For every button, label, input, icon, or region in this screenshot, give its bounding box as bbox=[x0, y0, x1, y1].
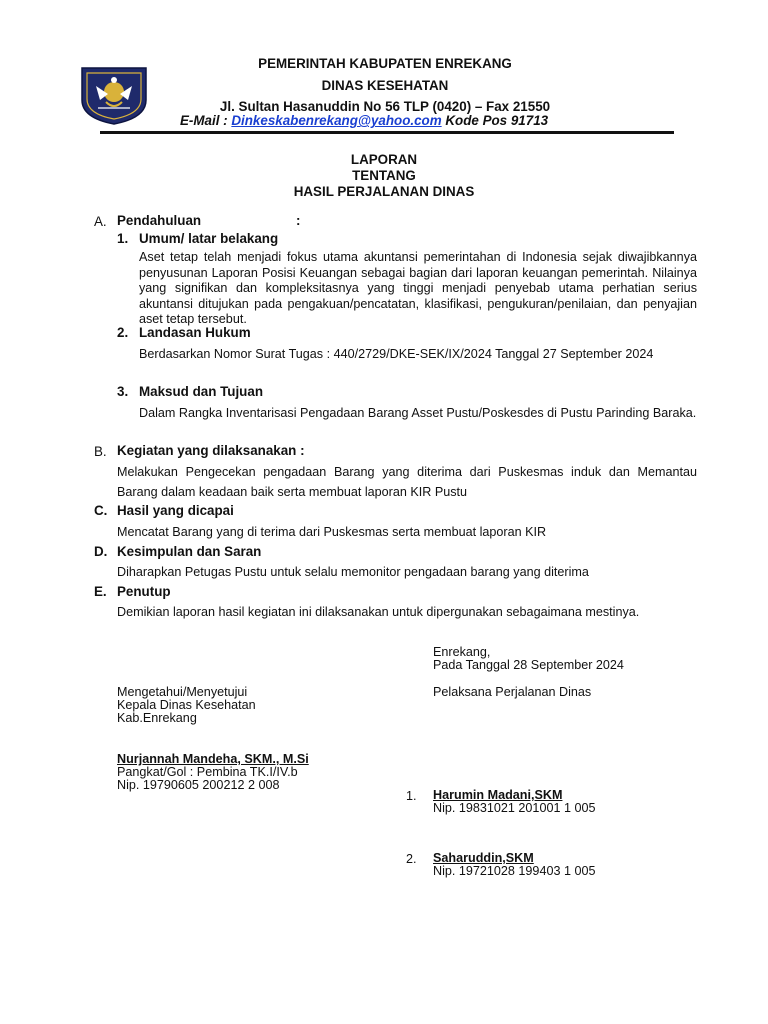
section-a-1-text: Aset tetap telah menjadi fokus utama akuntansi pemerintahan di Indonesia sejak diwajibkannya penyusunan Laporan Posisi Keuangan sebagai bagian dari laporan keuangan pemerintah. Nilainya yang signifikan dan kompleksitasnya yang tinggi menjadi penyebab utama perhatian serius akuntansi ditujukan pada pengakuan/pencatatan, klasifikasi, pengukuran/penilaian, dan penyajian aset tetap tersebut. bbox=[139, 250, 697, 326]
header-agency: PEMERINTAH KABUPATEN ENREKANG bbox=[258, 56, 512, 71]
section-a-3-number: 3. bbox=[117, 384, 129, 399]
approver-nip: Nip. 19790605 200212 2 008 bbox=[117, 778, 280, 792]
executor-title: Pelaksana Perjalanan Dinas bbox=[433, 685, 592, 699]
signature-date: Pada Tanggal 28 September 2024 bbox=[433, 658, 624, 672]
signer-1-nip: Nip. 19831021 201001 1 005 bbox=[433, 801, 596, 815]
signer-2-nip: Nip. 19721028 199403 1 005 bbox=[433, 864, 596, 878]
signature-place: Enrekang, bbox=[433, 645, 491, 659]
email-label: E-Mail : bbox=[180, 113, 228, 128]
section-a-1-number: 1. bbox=[117, 231, 129, 246]
section-a-2-number: 2. bbox=[117, 325, 129, 340]
section-a-3-text: Dalam Rangka Inventarisasi Pengadaan Barang Asset Pustu/Poskesdes di Pustu Parinding Baraka. bbox=[139, 406, 697, 420]
section-a-colon: : bbox=[296, 213, 301, 228]
section-d-heading: Kesimpulan dan Saran bbox=[117, 544, 262, 559]
section-c-letter: C. bbox=[94, 503, 108, 518]
signer-1-name: Harumin Madani,SKM bbox=[433, 788, 563, 802]
section-e-heading: Penutup bbox=[117, 584, 171, 599]
approver-name: Nurjannah Mandeha, SKM., M.Si bbox=[117, 752, 309, 766]
section-d-text: Diharapkan Petugas Pustu untuk selalu memonitor pengadaan barang yang diterima bbox=[117, 565, 589, 579]
signer-1-number: 1. bbox=[406, 789, 417, 803]
header-divider bbox=[100, 131, 674, 134]
approver-label: Mengetahui/Menyetujui bbox=[117, 685, 248, 699]
title-line-2: TENTANG bbox=[352, 168, 416, 183]
approver-region: Kab.Enrekang bbox=[117, 711, 197, 725]
signer-2-name: Saharuddin,SKM bbox=[433, 851, 534, 865]
approver-rank: Pangkat/Gol : Pembina TK.I/IV.b bbox=[117, 765, 298, 779]
title-line-3: HASIL PERJALANAN DINAS bbox=[293, 184, 475, 199]
email-link[interactable]: Dinkeskabenrekang@yahoo.com bbox=[231, 113, 442, 128]
section-a-2-heading: Landasan Hukum bbox=[139, 325, 251, 340]
section-c-heading: Hasil yang dicapai bbox=[117, 503, 234, 518]
section-b-heading: Kegiatan yang dilaksanakan : bbox=[117, 443, 305, 458]
regency-emblem-icon bbox=[78, 64, 150, 126]
header-address: Jl. Sultan Hasanuddin No 56 TLP (0420) – Fax 21550 bbox=[219, 99, 551, 114]
signer-2-number: 2. bbox=[406, 852, 417, 866]
section-e-text: Demikian laporan hasil kegiatan ini dilaksanakan untuk dipergunakan sebagaimana mestinya. bbox=[117, 605, 640, 619]
header-department: DINAS KESEHATAN bbox=[321, 78, 449, 93]
section-a-2-text: Berdasarkan Nomor Surat Tugas : 440/2729/DKE-SEK/IX/2024 Tanggal 27 September 2024 bbox=[139, 347, 654, 361]
section-a-1-heading: Umum/ latar belakang bbox=[139, 231, 279, 246]
section-a-letter: A. bbox=[94, 214, 107, 229]
postal-code: Kode Pos 91713 bbox=[445, 113, 549, 128]
section-a-3-heading: Maksud dan Tujuan bbox=[139, 384, 263, 399]
section-b-letter: B. bbox=[94, 444, 107, 459]
approver-position: Kepala Dinas Kesehatan bbox=[117, 698, 256, 712]
section-b-text: Melakukan Pengecekan pengadaan Barang yang diterima dari Puskesmas induk dan Memantau Barang dalam keadaan baik serta membuat laporan KIR Pustu bbox=[117, 465, 697, 499]
section-e-letter: E. bbox=[94, 584, 107, 599]
letterhead-logo bbox=[78, 64, 150, 126]
title-line-1: LAPORAN bbox=[350, 152, 418, 167]
section-c-text: Mencatat Barang yang di terima dari Puskesmas serta membuat laporan KIR bbox=[117, 525, 547, 539]
header-contact bbox=[180, 113, 620, 128]
section-a-heading: Pendahuluan bbox=[117, 213, 202, 228]
section-d-letter: D. bbox=[94, 544, 108, 559]
